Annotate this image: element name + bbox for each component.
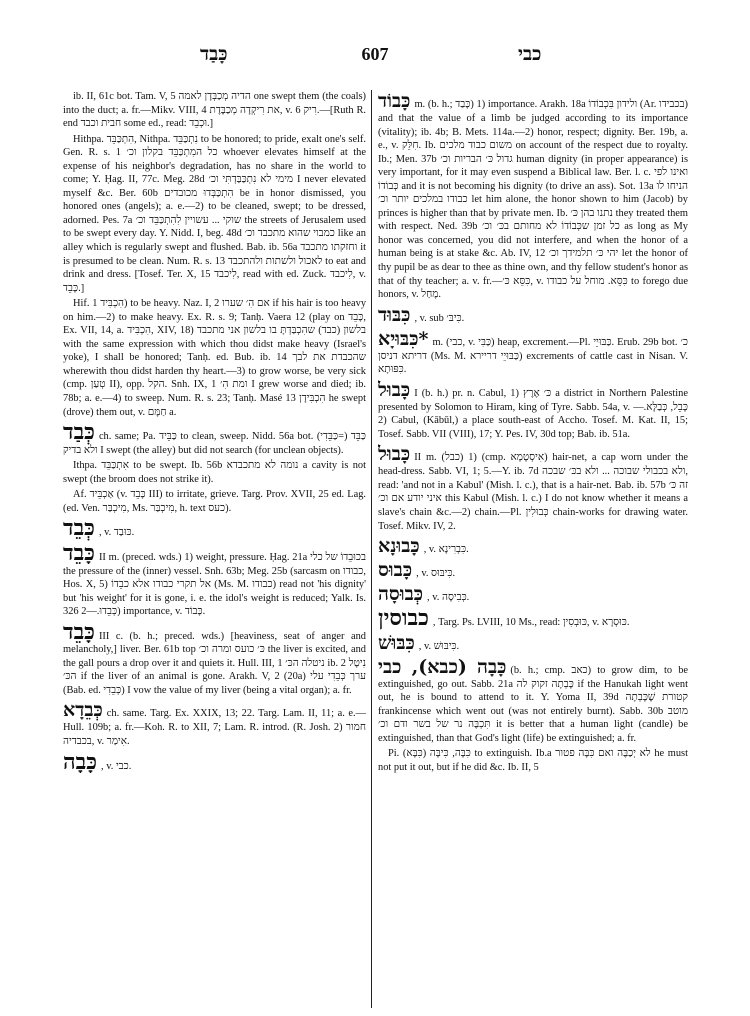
entry-headword: כְּבֵד: [63, 515, 95, 542]
entry-headword: כִּבּוּד: [378, 303, 411, 326]
dictionary-entry: [378, 632, 688, 654]
dictionary-entry: [63, 539, 366, 619]
entry-text: Ithpa. אִתְכַּבֵּד to be swept. Ib. 56b נומה לא מתכבדא a cavity is not swept (the broom does not strike it).: [63, 460, 366, 485]
entry-headword: כִּבּוּיָא*: [378, 327, 429, 350]
entry-text: , v. כִּבְרִינָא.: [423, 544, 469, 556]
entry-text: (b. h.; cmp. כאב) to grow dim, to be extinguished, go out. Sabb. 21a כָּבְתָה זקוק לה if the Hanukah light went out, he is bound to attend to it. Y. Yoma II, 39d קטורת שֶׁכָּבְתָה frankincense which went out (was not entirely burnt). Sabb. 30b מוטב תִּכְבֶּה נר של בשר ודם וכ׳ it is better that a human light (candle) be extinguished, than that God's light (life) be extinguished; a. fr.: [378, 664, 688, 744]
entry-text: , v. כִּיבּוּס.: [416, 568, 456, 580]
page-header: [0, 44, 750, 72]
dictionary-entry: [378, 379, 688, 442]
right-column: [378, 90, 688, 1010]
dictionary-entry: [378, 656, 688, 746]
entry-text: , v. כִּיבּוּשׁ.: [418, 640, 460, 652]
entry-text: Af. אַכְבֵּיד (v. כָּבֵד III) to irritate, grieve. Targ. Prov. XVII, 25 ed. Lag. (ed. Ven. מִיכְבַּר, Ms. מִיכְבַּר, h. text כעס).: [63, 489, 366, 514]
entry-text: III c. (b. h.; preced. wds.) [heaviness, seat of anger and melancholy,] liver. Ber. 61b top כּ׳ כועס ומרה וכ׳ the liver is excited, and the gall pours a drop over it and quiets it. Hull. III, 1 ניטלה הכּ׳ ib. 2 נִיטָל הכּ׳ if the liver of an animal is gone. Arakh. V, 2 (20a) ערך כְּבֵדִי עלי (Bab. ed. כְּבֵדִי) I vow the value of my liver (being a vital organ); a. fr.: [63, 630, 366, 696]
dictionary-entry: [378, 304, 688, 326]
entry-text: ch. same. Targ. Ex. XXIX, 13; 22. Targ. Lam. II, 11; a. e.—Hull. 109b; a. fr.—Koh. R. to XII, 7; Lam. R. introd. (R. Josh. 2) חמור בכבדיה, v. אִימַר.: [63, 708, 366, 747]
dictionary-entry: [63, 421, 366, 457]
entry-text: II m. (preced. wds.) 1) weight, pressure. Ḥag. 21a בכוּבֵדוֹ של כלי the pressure of the (inner) vessel. Snh. 63b; Meg. 25b (sarcasm on כבודו, Hos. X, 5) אל תקרי כבודו אלא כבֵדוֹ (Ms. M. כבודו) read not 'his dignity' but 'his weight' for it is gone, i. e. the idol's weight is reduced; Yalk. Is. 326 כְּבֵדוּ.—2) importance, v. כָּבוֹד.: [63, 551, 366, 618]
dictionary-entry: [63, 517, 366, 540]
dictionary-entry: [378, 328, 688, 377]
entry-text: m. (b. h.; כָּבַד) 1) importance. Arakh. 18a ולידון בִּכְבוֹדוֹ (Ar. בכבידו) and that the value of a limb be judged according to its importance (vitality); ib. 4b; B. Mets. 114a.—2) honor, respect; dignity. Ber. 19b, a. e., v. חִלֵּק. Ib. משום כבוד מלכים on account of the respect due to royalty. Ib.; Men. 37b גדול כּ׳ הבריות וכ׳ human dignity (in proper appearance) is very important, for it may even suspend a Biblical law. Ber. l. c. ואינו לפי כְּבוֹדוֹ and it is not becoming his dignity (to drive an ass). Sot. 13a הניחו לו כבודו במלכים יותר וכ׳ let him alone, the honor shown to him (Jacob) by princes is higher than that by private men. Ib. נתנו בהן כּ׳ they treated them with respect. Ned. 39b כל זמן שכְּבוֹדוֹ לא מחותם בכּ׳ וכ׳ as long as My honor was concerned, you did not interfere, and when the honor of a human being is at stake &c. Ab. IV, 12 יהי כּ׳ תלמידך וכ׳ let the honor of thy pupil be as dear to thee as thine own, and thy fellow student's honor as that of thy teacher; a. v. fr.—כִּסֵּא כּ׳, v. כִּסֵּא. מוחל על כבודו to forego due honors, v. מָחַל.: [378, 99, 688, 301]
dictionary-entry: [63, 699, 366, 748]
entry-headword: כָּבָה: [63, 748, 98, 775]
entry-headword: כִּבּוּשׁ: [378, 631, 415, 654]
entry-text: ib. II, 61c bot. Tam. V, 5 הדיה מְכַבְּדָן לאמה one swept them (the coals) into the duct; a. fr.—Mikv. VIII, 4 את רִיקְדָה מְכַבֶּדֶת, v. רִיק 6.—[Ruth R. end חבית וכבד some ed., read: וּכְבֵד.]: [63, 91, 366, 130]
entry-text: , Targ. Ps. LVIII, 10 Ms., read: כּוּבְסִין, v. כּוּסְרָא.: [432, 617, 630, 629]
entry-headword: כבוסין: [378, 605, 429, 632]
entry-headword: כָּבוֹד: [378, 90, 411, 112]
entry-text: ch. same; Pa. כַּבֵּיד to clean, sweep. Nidd. 56a bot. כַּבֵּד (=כַּבֵּדִי) ולא בדיק I swept (the alley) but did not search (for unclean objects).: [63, 431, 366, 456]
entry-headword: כְּבַד: [63, 419, 95, 446]
entry-text: , v. sub כִּיבּ׳.: [414, 312, 465, 324]
entry-text: , v. כּוּבַד.: [98, 527, 135, 539]
dictionary-entry: [378, 559, 688, 581]
entry-text: Pi. כִּבָּה, כִּיבָּה (כִּבָּא) to extinguish. Ib.a לא יְכַבֶּה ואם כִּבָּה פטור he must not put it out, but if he did &c. Ib. II, 5: [378, 748, 688, 773]
dictionary-entry: [63, 618, 366, 698]
page-number: 607: [361, 44, 389, 64]
entry-headword: כָּבוּל: [378, 443, 411, 466]
dictionary-entry: [63, 459, 366, 486]
dictionary-entry: [378, 747, 688, 774]
column-divider: [371, 90, 372, 1008]
dictionary-entry: [63, 488, 366, 515]
dictionary-entry: [378, 443, 688, 533]
entry-text: Hif. הִכְבִּיד 1) to be heavy. Naz. I, 2 אם הִ׳ שערו if his hair is too heavy on him.—2) to make heavy. Ex. R. s. 9; Tanḥ. Vaera 12 (play on כָּבֵד, Ex. VII, 14, a. הִכְבִּיד, XIV, 18) בלשון (כבד) שהִכְבַּדְתָּ בו בלשון אני מתכבד with the same expression with which thou didst make heavy (Israel's yoke), I shall be honored; Tanḥ. ed. Bub. ib. 14 שהכבדת את לבך wherewith thou didst harden thy heart.—3) to grow worse, be very sick (cmp. טְעַן II), opp. הקל. Snh. IX, 1 ומת הִ׳ I grew worse and died; ib. 78b; a. e.—4) to sweep. Num. R. s. 23; Tanḥ. Masé 13 הִכְבִּידָן he swept (drove) them out, v. חַמָּם a.: [63, 298, 366, 418]
dictionary-entry: [63, 297, 366, 419]
dictionary-entry: [63, 133, 366, 296]
running-head-right: כבי: [518, 44, 542, 65]
entry-text: II m. (כבל) 1) (cmp. אִיסְטָמָא) hair-net, a cap worn under the head-dress. Sabb. VI, 1; 5.—Y. ib. 7d ולא בכבולי שבוכה ... ולא בכּ׳ שבכה, read: 'and not in a Kabul' (Mish. l. c.), that is a hair-net. Bab. ib. 57b זה כּ׳ איני יודע אם וכ׳ this Kabul (Mish. l. c.) I do not know whether it means a slave's chain &c.—2) chain.—Pl. כְּבוּלִין chain-works for drawing water. Tosef. Mikv. IV, 2.: [378, 452, 688, 532]
entry-headword: כָּבוּל: [378, 378, 411, 401]
entry-text: , v. כְּבִיסָה.: [427, 592, 470, 604]
entry-headword: כְּבֵדָא: [63, 699, 103, 722]
entry-headword: כָּבוּס: [378, 559, 413, 582]
entry-headword: כָּבֵד: [63, 539, 95, 566]
dictionary-entry: [378, 583, 688, 605]
running-head-left: כָּבַד: [200, 44, 228, 65]
dictionary-entry: [378, 607, 688, 630]
entry-text: I (b. h.) pr. n. Cabul, 1) כּ׳ אֶרֶץ a district in Northern Palestine presented by Solomon to Hiram, king of Tyre. Sabb. 54a, v. כָּבֵל, כְּבַלָּא.—2) Cabul, (Kābūl,) a place south-east of Accho. Tosef. M. Kat. II, 15; Tosef. Sabb. VII (VIII), 17; Y. Pes. IV, 30d top; Bab. ib. 51a.: [378, 387, 688, 440]
entry-text: , v. כבי.: [101, 760, 132, 772]
dictionary-entry: [378, 535, 688, 557]
dictionary-entry: [63, 748, 366, 775]
entry-text: Hithpa. הִתְכַּבֵּד, Nithpa. נִתְכַּבֵּד to be honored; to pride, exalt one's self. Gen. R. s. 1 כל המִתְכַּבֵּד בקלון וכ׳ whoever elevates himself at the expense of his neighbor's degradation, has no share in the world to come; Y. Ḥag. II, 77c. Meg. 28d מימי לא נִתְכַּבַּדְתִּי וכ׳ I never elevated myself &c. Ber. 60b הִתְכַּבְּדוּ מכובדים be in honor dismissed, you honored ones (angels); a. e.—2) to be cleaned, swept; to be dressed, adorned. Pes. 7a שוקי ... עשויין לִהִתְכַּבֵּד וכ׳ the streets of Jerusalem used to be swept every day. Y. Nidd. I, beg. 48d כמבוי שהוא מתכבד וכ׳ like an alley which is regularly swept and flushed. Bab. ib. 56a וחזקתו מתכבד it is presumed to be clean. Num. R. s. 13 לאכול ולשתות ולהתכבד to eat and drink and dress. [Tosef. Ter. X, 15 לִיכבד, read with ed. Zuck. לִיכבד, v. כָּבֵד.]: [63, 133, 366, 294]
left-column: [63, 90, 366, 1010]
entry-headword: כָּבָה (כבא), כבי: [378, 655, 507, 678]
entry-headword: כָּבוּנָא: [378, 535, 420, 558]
entry-headword: כָּבֵד: [63, 618, 95, 645]
dictionary-entry: [63, 90, 366, 131]
entry-headword: כְּבוּסָה: [378, 583, 424, 606]
entry-text: m. (כבי, v. כַּבִּי) heap, excrement.—Pl. כַּבּוּיֵי. Erub. 29b bot. כ׳ דריתא דניסן (Ms. M. כַּבּוּיֵי דריירא) excrements of cattle cast in Nisan. V. כִּפּוּתָא.: [378, 336, 688, 376]
dictionary-entry: [378, 90, 688, 302]
